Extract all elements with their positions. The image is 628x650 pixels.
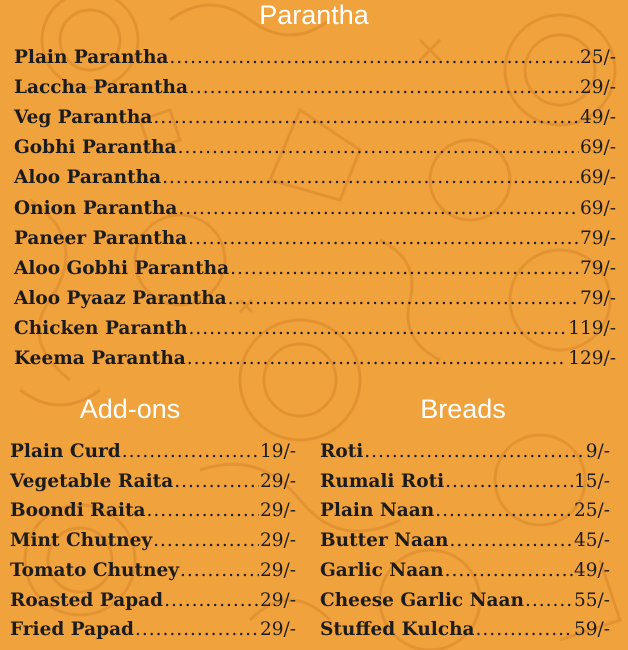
menu-item [320, 529, 610, 553]
menu-item-price: 29/- [259, 589, 296, 611]
menu-item-price: 9/- [585, 441, 610, 462]
menu-item-price: 49/- [573, 559, 610, 581]
dot-leader [228, 287, 579, 311]
menu-item-name: Gobhi Parantha [14, 137, 177, 159]
menu-item-name: Chicken Paranth [14, 317, 188, 339]
menu-item-price: 69/- [579, 197, 616, 219]
menu-item-price: 29/- [259, 619, 296, 641]
menu-item-price: 29/- [259, 530, 296, 552]
dot-leader [162, 166, 579, 190]
dot-leader [189, 76, 579, 100]
menu-item [320, 559, 610, 583]
menu-item-price: 45/- [573, 530, 610, 552]
menu-item [10, 499, 296, 523]
dot-leader [435, 499, 573, 523]
dot-leader [178, 197, 579, 221]
menu-item [14, 227, 616, 251]
menu-item-name: Fried Papad [10, 619, 134, 641]
menu-item-name: Plain Parantha [14, 47, 169, 68]
dot-leader [122, 440, 259, 464]
menu-item [320, 589, 610, 613]
menu-item-name: Roti [320, 441, 364, 462]
dot-leader [135, 618, 259, 642]
breads-heading: Breads [420, 394, 506, 424]
menu-item [10, 440, 296, 464]
dot-leader [178, 136, 579, 160]
menu-item-price: 49/- [579, 107, 616, 129]
menu-item [14, 317, 616, 341]
menu-item-price: 25/- [579, 47, 616, 68]
menu-item [14, 106, 616, 130]
menu-item-name: Tomato Chutney [10, 559, 180, 581]
menu-item-name: Keema Parantha [14, 348, 186, 369]
menu-item [14, 287, 616, 311]
menu-item-name: Plain Curd [10, 441, 121, 462]
menu-item [14, 76, 616, 100]
menu-item-name: Stuffed Kulcha [320, 619, 475, 641]
menu-item-price: 79/- [579, 257, 616, 279]
menu-item [10, 618, 296, 642]
dot-leader [189, 317, 568, 341]
menu-item [320, 618, 610, 642]
menu-item [14, 347, 616, 371]
dot-leader [187, 347, 567, 371]
menu-item [14, 166, 616, 190]
menu-item [320, 470, 610, 494]
menu-item-name: Mint Chutney [10, 530, 153, 552]
menu-item [10, 589, 296, 613]
menu-item [14, 136, 616, 160]
dot-leader [188, 227, 579, 251]
dot-leader [147, 499, 259, 523]
menu-item-price: 69/- [579, 137, 616, 159]
menu-item-price: 19/- [259, 441, 296, 462]
menu-item-name: Aloo Pyaaz Parantha [14, 287, 227, 309]
menu-item-price: 29/- [579, 77, 616, 99]
menu-item-name: Aloo Gobhi Parantha [14, 257, 230, 279]
menu-item-name: Roasted Papad [10, 589, 164, 611]
menu-item-name: Butter Naan [320, 530, 449, 552]
menu-item-price: 55/- [573, 589, 610, 611]
menu-item-price: 29/- [259, 500, 296, 522]
menu-item [14, 257, 616, 281]
menu-item-price: 59/- [573, 619, 610, 641]
menu-item-name: Veg Parantha [14, 107, 153, 129]
menu-item-name: Paneer Parantha [14, 227, 188, 249]
menu-item [10, 529, 296, 553]
dot-leader [174, 470, 259, 494]
parantha-heading: Parantha [259, 0, 369, 30]
menu-item-name: Plain Naan [320, 500, 435, 522]
menu-item-price: 29/- [259, 470, 296, 492]
menu-item-name: Cheese Garlic Naan [320, 589, 524, 611]
addons-heading: Add-ons [79, 394, 181, 424]
menu-item-name: Boondi Raita [10, 500, 146, 522]
menu-item-price: 129/- [568, 348, 616, 369]
dot-leader [180, 559, 259, 583]
menu-item-name: Laccha Parantha [14, 77, 188, 99]
menu-item-price: 25/- [573, 500, 610, 522]
menu-item-price: 79/- [579, 287, 616, 309]
menu-item-price: 119/- [568, 317, 616, 339]
menu-item-name: Rumali Roti [320, 470, 445, 492]
dot-leader [525, 589, 573, 613]
dot-leader [153, 529, 259, 553]
dot-leader [449, 529, 572, 553]
menu-item-price: 79/- [579, 227, 616, 249]
menu-item [320, 499, 610, 523]
menu-item [14, 46, 616, 70]
menu-item [14, 197, 616, 221]
menu-item-price: 29/- [259, 559, 296, 581]
menu-item-name: Onion Parantha [14, 197, 178, 219]
menu-item-name: Vegetable Raita [10, 470, 174, 492]
dot-leader [230, 257, 579, 281]
dot-leader [445, 470, 573, 494]
dot-leader [364, 440, 584, 464]
dot-leader [476, 618, 573, 642]
menu-item [10, 470, 296, 494]
menu-item-price: 69/- [579, 167, 616, 189]
dot-leader [169, 46, 579, 70]
menu-item-name: Aloo Parantha [14, 167, 162, 189]
dot-leader [445, 559, 573, 583]
dot-leader [153, 106, 579, 130]
menu-item [10, 559, 296, 583]
dot-leader [164, 589, 259, 613]
menu-item [320, 440, 610, 464]
menu-item-price: 15/- [573, 470, 610, 492]
menu-item-name: Garlic Naan [320, 559, 444, 581]
